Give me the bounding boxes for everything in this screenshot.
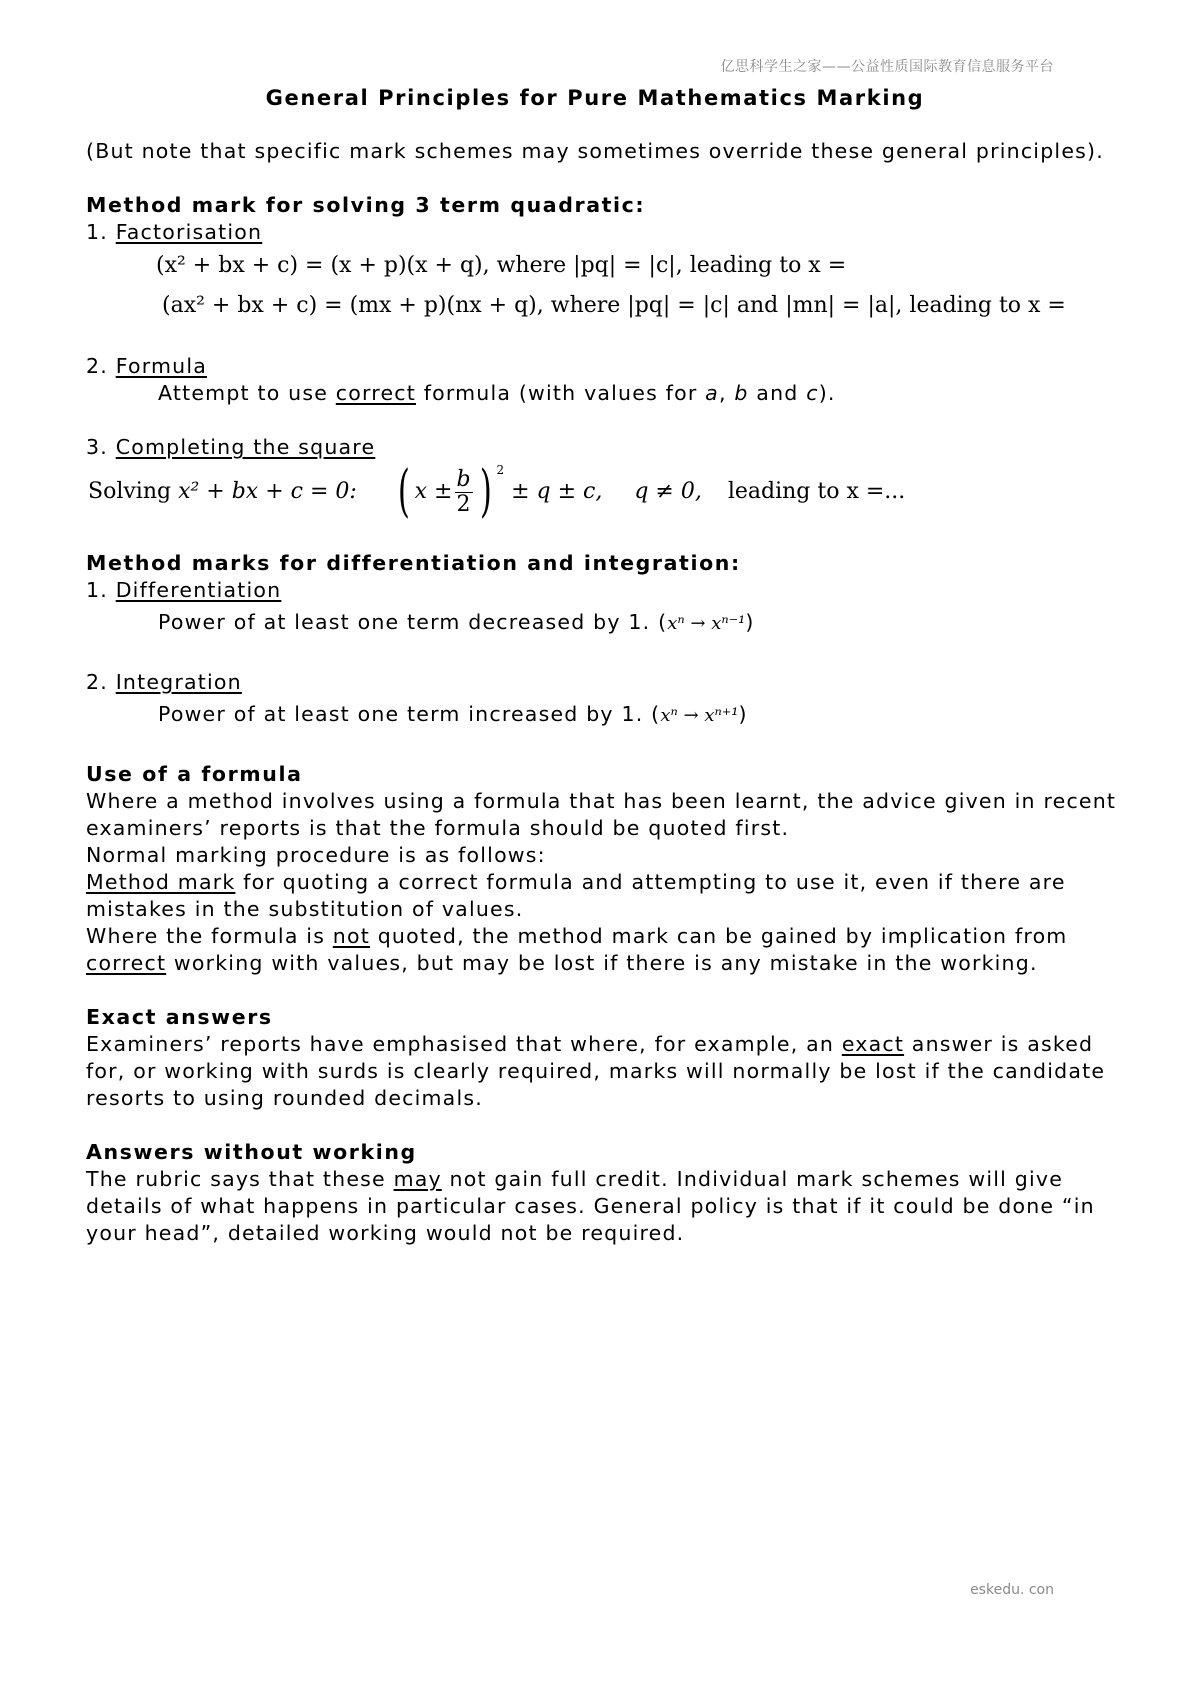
integration-item: [86, 669, 1106, 696]
calculus-heading: Method marks for differentiation and integration:: [86, 551, 741, 575]
text: Attempt to use: [158, 381, 336, 405]
factorisation-title: Factorisation: [115, 220, 263, 244]
paragraph-line: [86, 923, 1106, 950]
text: Power of at least one term increased by 1. (: [158, 702, 661, 726]
page-title: General Principles for Pure Mathematics Marking: [265, 86, 925, 110]
paragraph-line: Normal marking procedure is as follows:: [86, 843, 546, 867]
text: ).: [818, 381, 836, 405]
text: formula (with values for: [415, 381, 706, 405]
text: Solving: [88, 479, 172, 504]
condition: q ≠ 0,: [634, 479, 702, 504]
var-c: c: [806, 381, 819, 405]
completing-square-item: [86, 434, 1106, 461]
formula-item: [86, 353, 1106, 380]
paragraph-line: details of what happens in particular cases. General policy is that if it could be done “in: [86, 1194, 1095, 1218]
numerator: b: [456, 466, 471, 492]
integration-text: [86, 696, 1106, 734]
text: Examiners’ reports have emphasised that where, for example, an: [86, 1032, 842, 1056]
underlined-text: Method mark: [86, 870, 236, 894]
paragraph-line: examiners’ reports is that the formula should be quoted first.: [86, 816, 790, 840]
document-body: [86, 138, 1117, 1247]
integration-title: Integration: [115, 670, 242, 694]
paragraph-line: [86, 950, 1106, 977]
text: ): [738, 702, 748, 726]
factorisation-formula-1: (x² + bx + c) = (x + p)(x + q), where |pq| = |c|, leading to x =: [156, 253, 847, 278]
term-x: x ±: [414, 479, 453, 504]
fraction: [455, 468, 473, 517]
term-rest: ± q ± c,: [511, 479, 603, 504]
header-watermark: 亿思科学生之家——公益性质国际教育信息服务平台: [720, 59, 1054, 75]
formula-title: Formula: [115, 354, 207, 378]
left-paren: (: [397, 459, 410, 524]
intro-text: (But note that specific mark schemes may sometimes override these general principles).: [86, 139, 1104, 163]
completing-square-formula: [86, 461, 1106, 523]
underlined-text: correct: [86, 951, 167, 975]
paragraph-line: Where a method involves using a formula that has been learnt, the advice given in recent: [86, 789, 1117, 813]
text: and: [748, 381, 807, 405]
differentiation-item: [86, 577, 1106, 604]
denominator: 2: [456, 491, 471, 517]
item-number: 2.: [86, 354, 116, 378]
item-number: 2.: [86, 670, 116, 694]
footer-site: eskedu. con: [970, 1582, 1054, 1598]
var-a: a: [705, 381, 719, 405]
text: The rubric says that these: [86, 1167, 394, 1191]
text: not gain full credit. Individual mark schemes will give: [441, 1167, 1064, 1191]
text: Power of at least one term decreased by 1. (: [158, 610, 668, 634]
item-number: 3.: [86, 435, 116, 459]
text: for quoting a correct formula and attempting to use it, even if there are: [235, 870, 1066, 894]
factorisation-formula-2: (ax² + bx + c) = (mx + p)(nx + q), where |pq| = |c| and |mn| = |a|, leading to x =: [162, 293, 1066, 318]
formula-description: [86, 380, 1106, 407]
text: answer is asked: [904, 1032, 1094, 1056]
right-paren: ): [479, 459, 492, 524]
paragraph-line: mistakes in the substitution of values.: [86, 897, 524, 921]
math: xⁿ → xⁿ⁻¹: [667, 613, 746, 634]
underlined-text: not: [332, 924, 370, 948]
completing-square-title: Completing the square: [115, 435, 376, 459]
differentiation-title: Differentiation: [115, 578, 282, 602]
quadratic-heading: Method mark for solving 3 term quadratic:: [86, 193, 646, 217]
underlined-text: exact: [841, 1032, 905, 1056]
item-number: 1.: [86, 578, 116, 602]
text: quoted, the method mark can be gained by implication from: [369, 924, 1068, 948]
text: ,: [718, 381, 735, 405]
paragraph-line: your head”, detailed working would not be required.: [86, 1221, 685, 1245]
item-number: 1.: [86, 220, 116, 244]
text: leading to x =...: [727, 479, 906, 504]
paragraph-line: [86, 869, 1106, 896]
text: ): [745, 610, 755, 634]
text: Where the formula is: [86, 924, 333, 948]
paragraph-line: resorts to using rounded decimals.: [86, 1086, 483, 1110]
differentiation-text: [86, 604, 1106, 642]
underlined-text: may: [393, 1167, 442, 1191]
formula-use-heading: Use of a formula: [86, 762, 303, 786]
no-working-heading: Answers without working: [86, 1140, 417, 1164]
exact-answers-heading: Exact answers: [86, 1005, 273, 1029]
paragraph-line: [86, 1031, 1106, 1058]
paragraph-line: [86, 1166, 1106, 1193]
equation: x² + bx + c = 0:: [178, 479, 357, 504]
paragraph-line: for, or working with surds is clearly required, marks will normally be lost if the candidate: [86, 1059, 1106, 1083]
underlined-text: correct: [335, 381, 416, 405]
exponent: 2: [496, 463, 505, 477]
var-b: b: [734, 381, 749, 405]
math: xⁿ → xⁿ⁺¹: [660, 705, 739, 726]
factorisation-item: [86, 219, 1106, 246]
text: working with values, but may be lost if there is any mistake in the working.: [166, 951, 1038, 975]
